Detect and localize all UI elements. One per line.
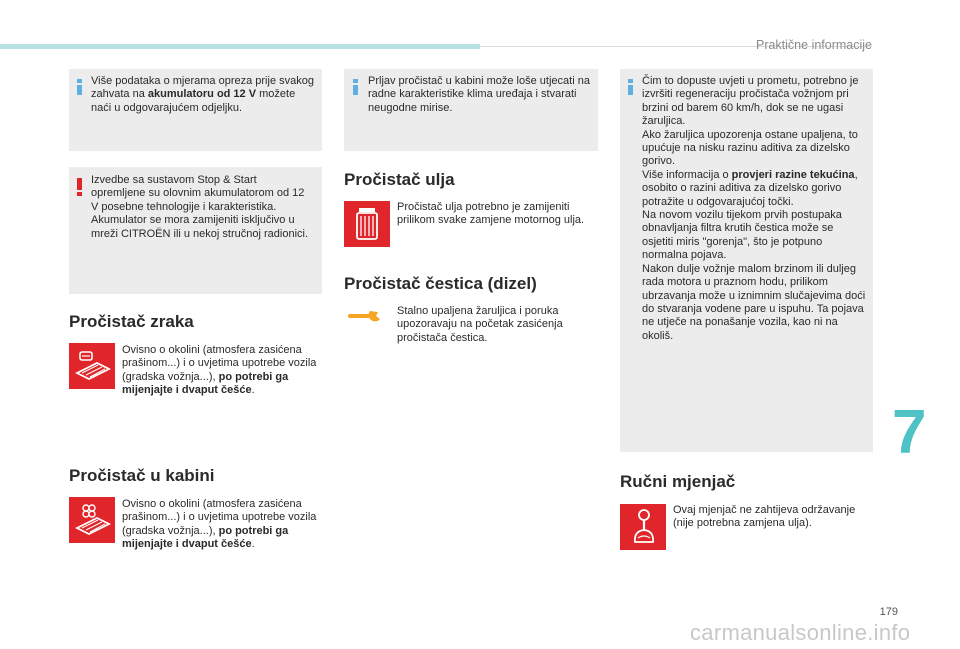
- particle-filter-text: Stalno upaljena žaruljica i poruka upozoravaju na početak zasićenja pročistača čestica.: [397, 305, 563, 344]
- regeneration-p1: Čim to dopuste uvjeti u prometu, potrebno je izvršiti regeneraciju pročistača vožnjom pri brzini od barem 60 km/h, dok se ne ugasi žaruljica.: [642, 75, 859, 128]
- info-icon: [353, 79, 358, 95]
- info-icon: [77, 79, 82, 95]
- particle-filter-title: Pročistač čestica (dizel): [344, 274, 537, 293]
- manual-gearbox-title: Ručni mjenjač: [620, 472, 736, 491]
- info-box-regeneration: [620, 69, 873, 452]
- warning-stop-start-text: Izvedbe sa sustavom Stop & Start opremljene su olovnim akumulatorom od 12 V posebne tehnologije i karakteristika. Akumulator se mora zamijeniti isključivo u mreži CITROËN ili u nekoj stručnoj radionici.: [91, 174, 309, 240]
- cabin-filter-icon: [69, 497, 115, 543]
- wrench-icon: [348, 307, 384, 323]
- air-filter-text: Ovisno o okolini (atmosfera zasićena prašinom...) i o uvjetima upotrebe vozila (gradska vožnja...), po potrebi ga mijenjajte i dvaput češće.: [122, 344, 317, 397]
- info-box-battery: [69, 69, 322, 151]
- regeneration-p2: Ako žaruljica upozorenja ostane upaljena, to upućuje na nisku razinu aditiva za dizelsko gorivo.: [642, 128, 858, 168]
- section-title: Praktične informacije: [755, 38, 872, 52]
- cabin-filter-text: Ovisno o okolini (atmosfera zasićena prašinom...) i o uvjetima upotrebe vozila (gradska vožnja...), po potrebi ga mijenjajte i dvaput češće.: [122, 498, 317, 551]
- air-filter-icon: [69, 343, 115, 389]
- info-dirty-filter-text: Prljav pročistač u kabini može loše utjecati na radne karakteristike klima uređaja i stvarati neugodne mirise.: [368, 75, 590, 114]
- manual-gearbox-text: Ovaj mjenjač ne zahtijeva održavanje (nije potrebna zamjena ulja).: [673, 504, 856, 530]
- info-battery-text: Više podataka o mjerama opreza prije svakog zahvata na akumulatoru od 12 V možete naći u odgovarajućem odjeljku.: [91, 75, 314, 114]
- chapter-number: 7: [892, 398, 927, 467]
- oil-filter-icon: [344, 201, 390, 247]
- info-box-dirty-filter: [344, 69, 598, 151]
- oil-filter-text: Pročistač ulja potrebno je zamijeniti prilikom svake zamjene motornog ulja.: [397, 201, 585, 227]
- header-accent-bar: [0, 44, 480, 49]
- warning-box-stop-start: [69, 167, 322, 294]
- oil-filter-title: Pročistač ulja: [344, 170, 455, 189]
- cabin-filter-title: Pročistač u kabini: [69, 466, 215, 485]
- gearbox-icon: [620, 504, 666, 550]
- info-icon: [628, 79, 633, 95]
- air-filter-title: Pročistač zraka: [69, 312, 194, 331]
- regeneration-p3: Više informacija o provjeri razine tekućina, osobito o razini aditiva za dizelsko gorivo potražite u odgovarajućoj točki.: [642, 168, 858, 208]
- regeneration-p4: Na novom vozilu tijekom prvih postupaka obnavljanja filtra krutih čestica može se osjetiti miris "gorenja", što je potpuno normalna pojava.: [642, 209, 842, 262]
- watermark: carmanualsonline.info: [690, 620, 911, 645]
- regeneration-p5: Nakon dulje vožnje malom brzinom ili duljeg rada motora u praznom hodu, prilikom ubrzavanja može u iznimnim slučajevima doći do stvaranja vodene pare u ispuhu. Ta pojava ne utječe na ponašanje vozila, kao ni na okoliš.: [642, 262, 866, 342]
- page-number: 179: [879, 606, 898, 618]
- warning-icon: [77, 178, 82, 196]
